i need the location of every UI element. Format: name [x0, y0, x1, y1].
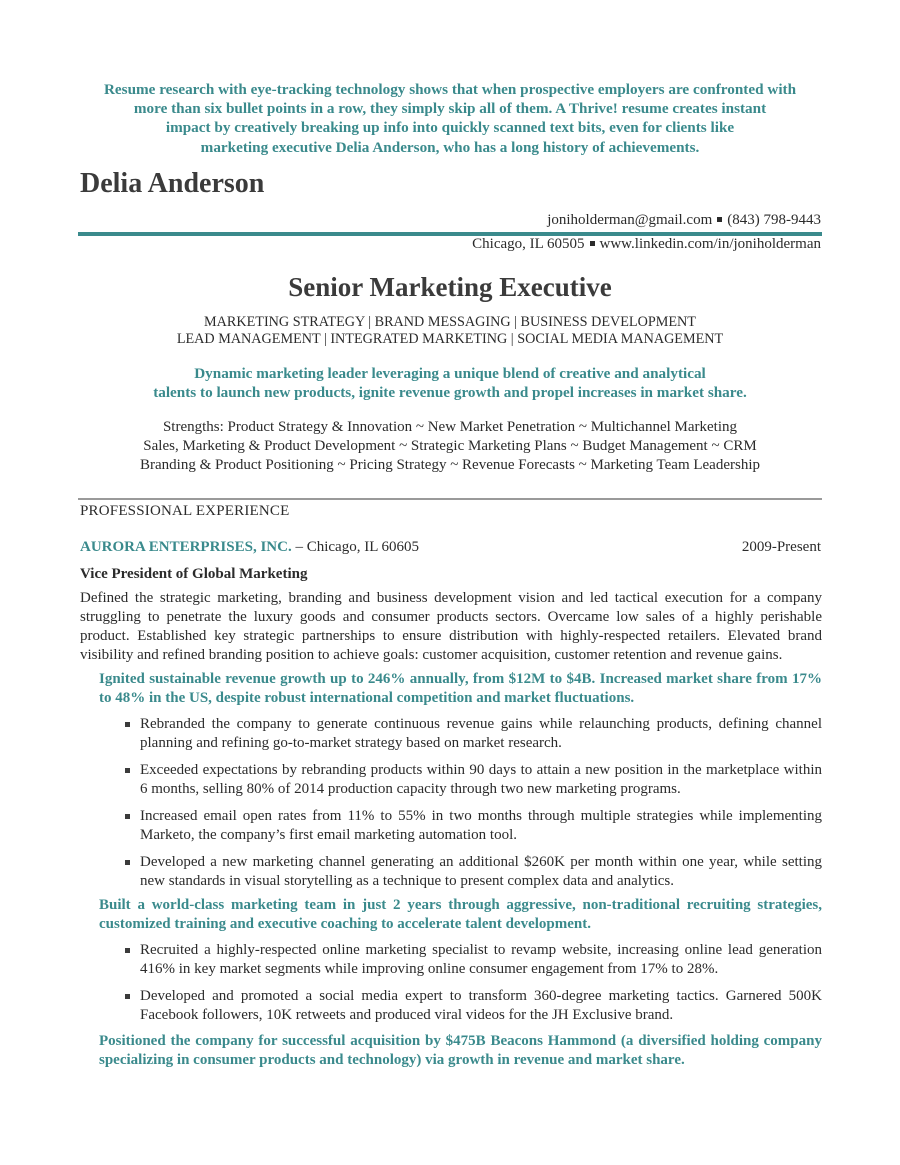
list-item: [122, 715, 822, 753]
list-item: [122, 853, 822, 891]
contact-line-2: [472, 236, 821, 253]
keyword-block: [0, 314, 900, 348]
intro-line: Resume research with eye-tracking technology shows that when prospective employers are confronted with: [103, 81, 797, 98]
resume-title: Senior Marketing Executive: [288, 272, 612, 302]
job-description: Defined the strategic marketing, branding and business development vision and led tactical execution for a company struggling to penetrate the luxury goods and consumer products sectors. Overcame low sales of a highly perishable product. Established key strategic partnerships to ensure distribution with highly-respected retailers. Elevated brand visibility and refined branding position to achieve goals: customer acquisition, customer retention and revenue gains.: [80, 590, 822, 663]
tagline-line: talents to launch new products, ignite revenue growth and propel increases in market share.: [153, 384, 747, 401]
strengths-line: Branding & Product Positioning ~ Pricing Strategy ~ Revenue Forecasts ~ Marketing Team Leadership: [140, 457, 760, 473]
strengths-line: Sales, Marketing & Product Development ~ Strategic Marketing Plans ~ Budget Management ~ CRM: [143, 438, 757, 454]
achievement-headline: Ignited sustainable revenue growth up to 246% annually, from $12M to $4B. Increased market share from 17% to 48% in the US, despite robust international competition and market fluctuations.: [99, 671, 822, 706]
bullet-text: Rebranded the company to generate continuous revenue gains while relaunching products, defining channel planning and refining go-to-market strategy based on market research.: [140, 716, 822, 751]
job-title: Vice President of Global Marketing: [80, 566, 308, 582]
linkedin-link[interactable]: www.linkedin.com/in/joniholderman: [599, 236, 821, 252]
bullet-text: Developed a new marketing channel generating an additional $260K per month within one year, while setting new standards in visual storytelling as a technique to present complex data and analytics.: [140, 854, 822, 889]
intro-line: impact by creatively breaking up info into quickly scanned text bits, even for clients like: [165, 119, 735, 137]
intro-line: more than six bullet points in a row, they simply skip all of them. A Thrive! resume creates instant: [133, 100, 767, 118]
separator-square-icon: [590, 241, 595, 246]
list-item: [122, 987, 822, 1025]
list-item: [122, 761, 822, 799]
intro-line: marketing executive Delia Anderson, who has a long history of achievements.: [200, 138, 700, 156]
bullet-text: Developed and promoted a social media expert to transform 360-degree marketing tactics. Garnered 500K Facebook followers, 10K retweets and produced viral videos for the JH Exclusive brand.: [140, 988, 822, 1023]
bullet-square-icon: [125, 994, 130, 999]
bullet-square-icon: [125, 768, 130, 773]
list-item: [122, 941, 822, 979]
location: Chicago, IL 60505: [472, 236, 585, 252]
achievement-headline: Built a world-class marketing team in just 2 years through aggressive, non-traditional recruiting strategies, customized training and executive coaching to accelerate talent development.: [99, 897, 822, 932]
tagline-line: Dynamic marketing leader leveraging a unique blend of creative and analytical: [194, 365, 706, 382]
bullet-text: Recruited a highly-respected online marketing specialist to revamp website, increasing online lead generation 416% in key market segments while improving online consumer engagement from 17% to 28%.: [140, 942, 822, 977]
bullet-list: [122, 715, 822, 899]
section-heading: PROFESSIONAL EXPERIENCE: [80, 503, 290, 519]
contact-line-1: [547, 212, 821, 229]
separator-square-icon: [717, 217, 722, 222]
company-name: AURORA ENTERPRISES, INC.: [80, 539, 292, 555]
strengths-line: Strengths: Product Strategy & Innovation ~ New Market Penetration ~ Multichannel Marketing: [162, 419, 738, 435]
strengths-block: [0, 418, 900, 475]
keyword-line: LEAD MANAGEMENT | INTEGRATED MARKETING | SOCIAL MEDIA MANAGEMENT: [176, 331, 724, 347]
list-item: [122, 807, 822, 845]
keyword-line: MARKETING STRATEGY | BRAND MESSAGING | BUSINESS DEVELOPMENT: [204, 314, 696, 330]
email-link[interactable]: joniholderman@gmail.com: [547, 212, 713, 228]
bullet-text: Exceeded expectations by rebranding products within 90 days to attain a new position in the marketplace within 6 months, selling 80% of 2014 production capacity through two new marketing programs.: [140, 762, 822, 797]
bullet-square-icon: [125, 860, 130, 865]
bullet-square-icon: [125, 814, 130, 819]
achievement-headline: Positioned the company for successful acquisition by $475B Beacons Hammond (a diversified holding company specializing in consumer products and technology) via growth in revenue and market share.: [99, 1033, 822, 1068]
section-rule: [78, 498, 822, 500]
job-dates: 2009-Present: [741, 539, 821, 555]
tagline: [0, 364, 900, 402]
bullet-text: Increased email open rates from 11% to 55% in two months through multiple strategies while implementing Marketo, the company’s first email marketing automation tool.: [140, 808, 822, 843]
company-location: – Chicago, IL 60605: [295, 539, 420, 555]
company-line: [80, 539, 419, 556]
intro-note: [70, 80, 830, 157]
bullet-list: [122, 941, 822, 1033]
bullet-square-icon: [125, 948, 130, 953]
phone-number: (843) 798-9443: [727, 212, 821, 228]
bullet-square-icon: [125, 722, 130, 727]
candidate-name: Delia Anderson: [80, 168, 265, 199]
